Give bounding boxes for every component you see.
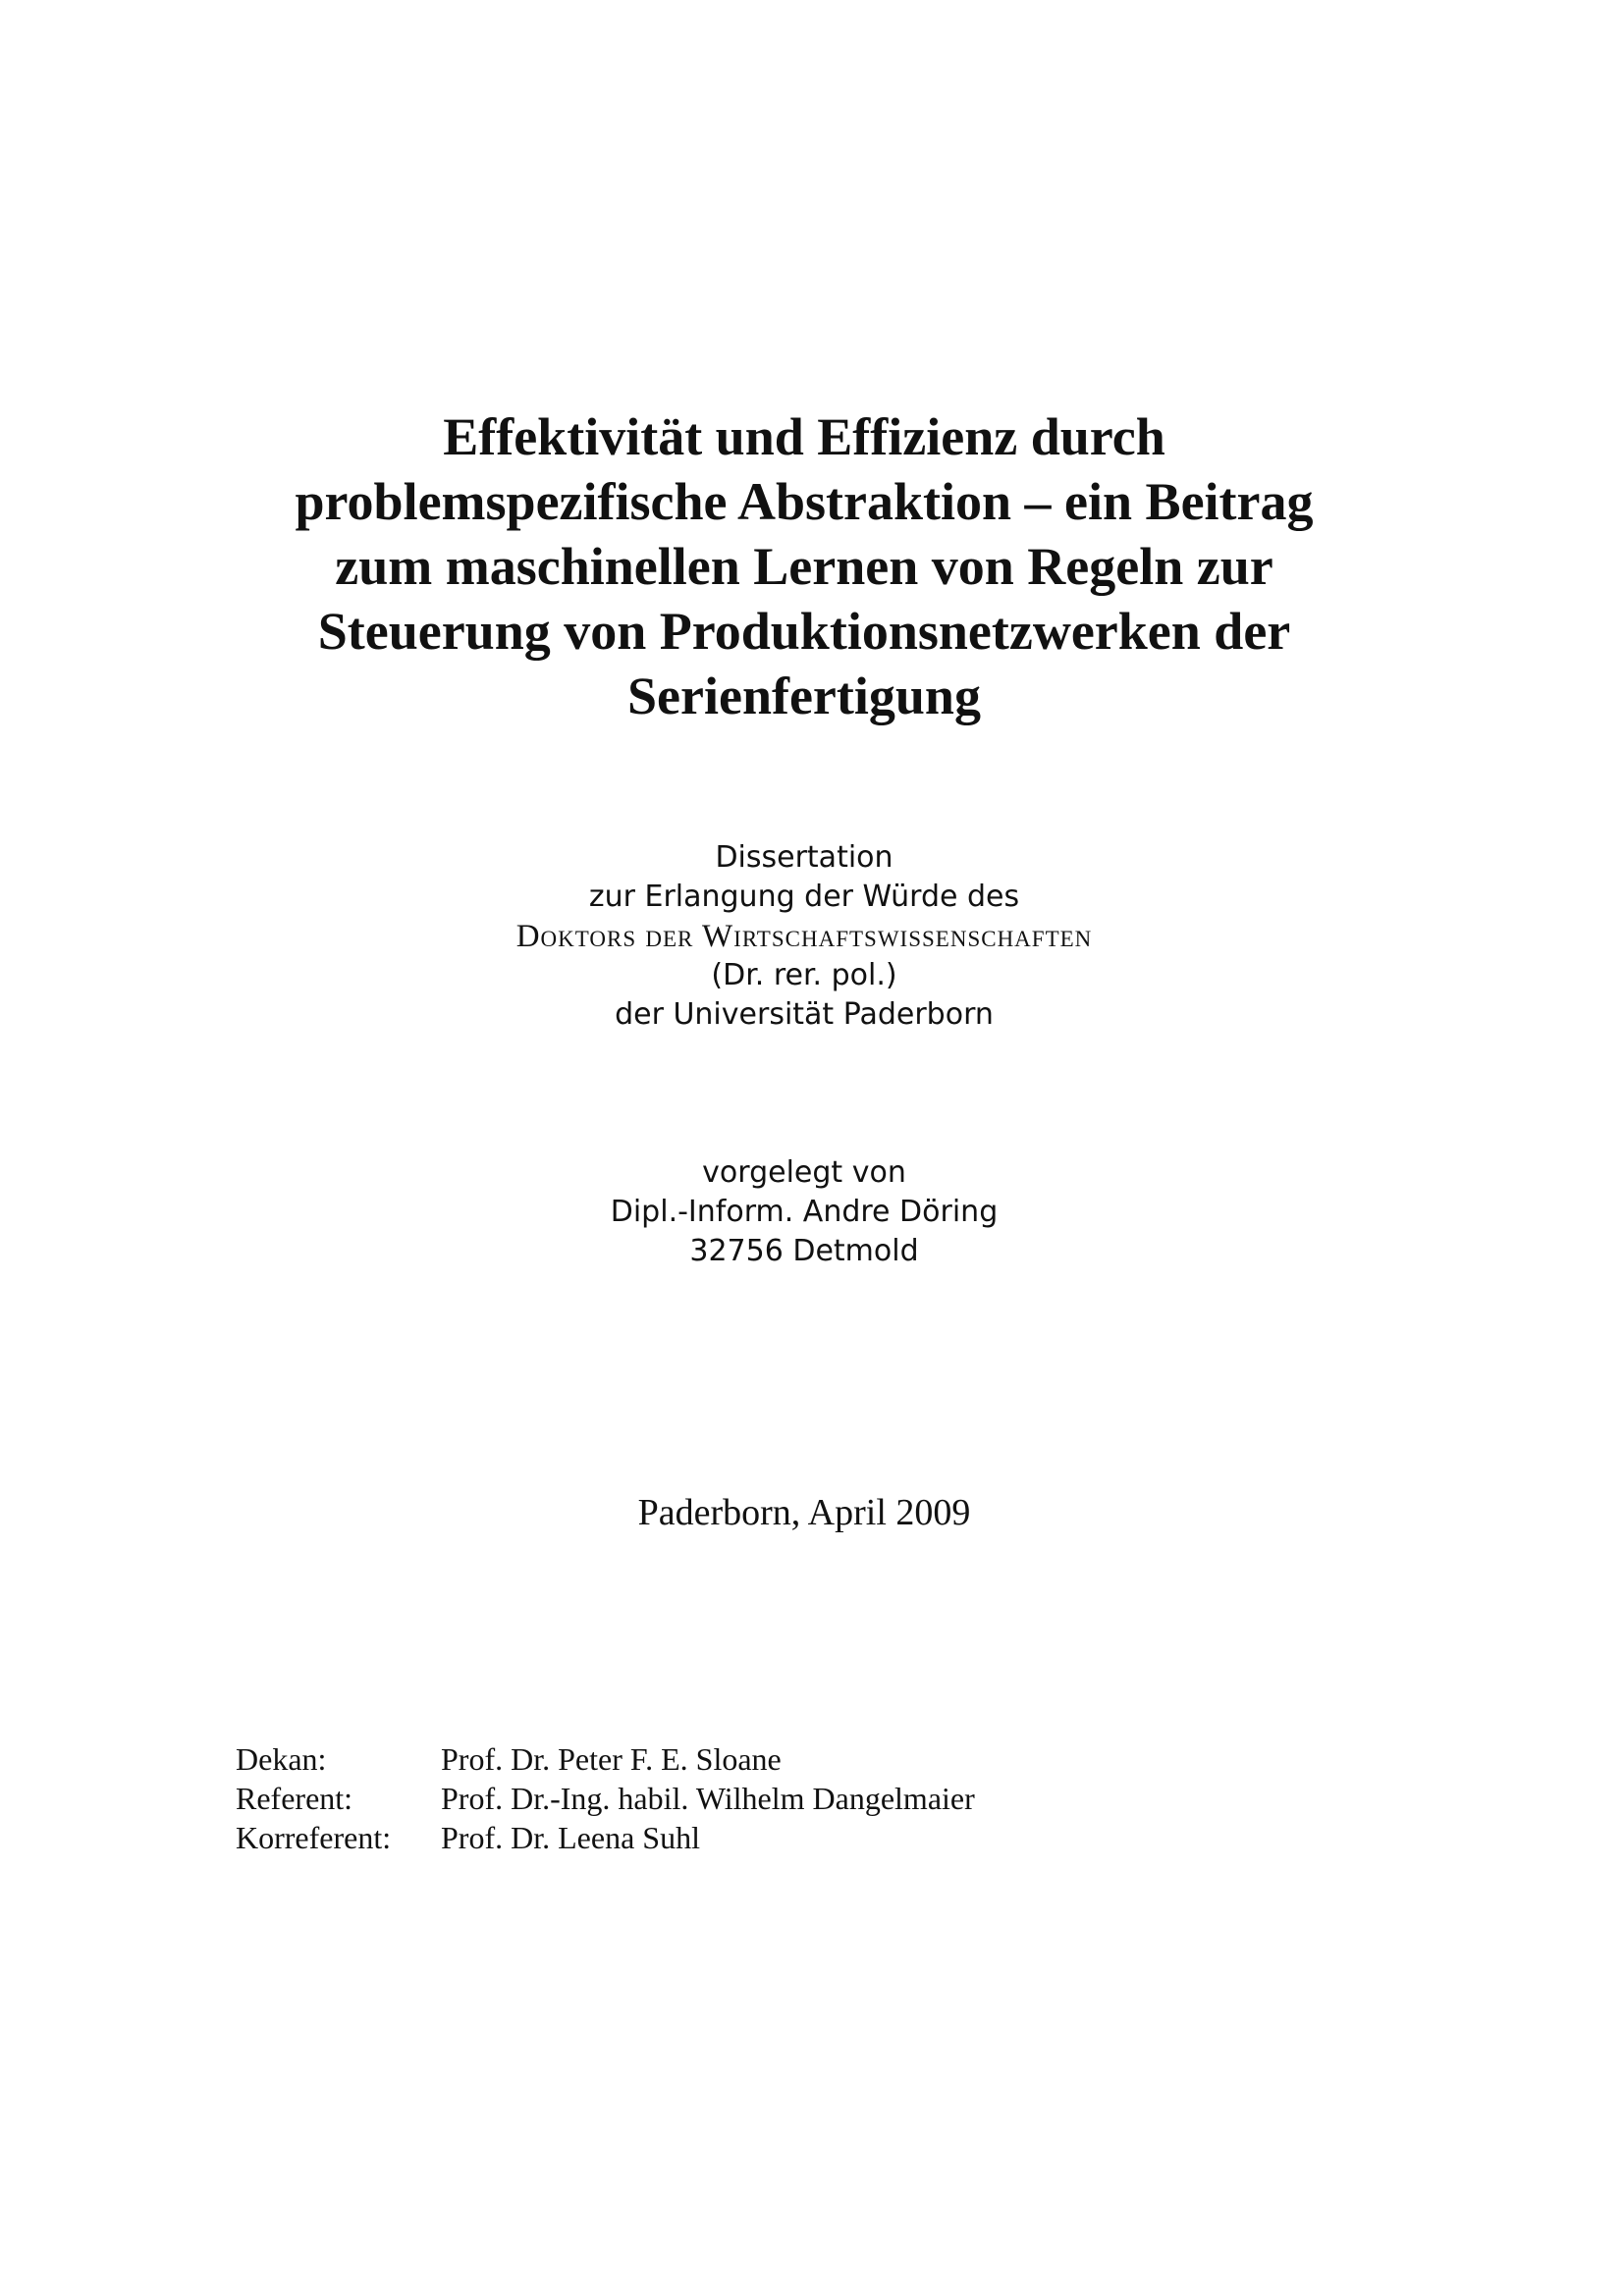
degree-purpose: zur Erlangung der Würde des <box>588 880 1020 914</box>
title-line: zum maschinellen Lernen von Regeln zur <box>335 537 1273 596</box>
submitted-by-label: vorgelegt von <box>702 1155 906 1190</box>
committee-row <box>236 1818 975 1857</box>
committee-row <box>236 1739 975 1779</box>
doctor-title: Doktors der Wirtschaftswissenschaften <box>515 919 1093 954</box>
committee-row <box>236 1779 975 1818</box>
committee-role: Referent: <box>236 1781 353 1816</box>
title-line: Steuerung von Produktionsnetzwerken der <box>317 602 1291 661</box>
title-line: Effektivität und Effizienz durch <box>443 407 1165 466</box>
document-type: Dissertation <box>715 840 893 875</box>
author-location: 32756 Detmold <box>689 1234 919 1268</box>
committee-member-name: Prof. Dr.-Ing. habil. Wilhelm Dangelmaier <box>441 1781 975 1816</box>
degree-statement <box>295 838 1314 1035</box>
place-and-date: Paderborn, April 2009 <box>637 1492 971 1533</box>
committee-member-name: Prof. Dr. Leena Suhl <box>441 1820 700 1855</box>
university-name: der Universität Paderborn <box>615 997 994 1032</box>
committee-member-name: Prof. Dr. Peter F. E. Sloane <box>441 1741 782 1777</box>
dissertation-title <box>196 404 1412 728</box>
committee-list <box>236 1739 975 1857</box>
committee-role: Korreferent: <box>236 1820 392 1855</box>
committee-role: Dekan: <box>236 1741 327 1777</box>
degree-abbreviation: (Dr. rer. pol.) <box>711 958 897 992</box>
title-line: Serienfertigung <box>627 667 981 725</box>
author-block <box>295 1153 1314 1271</box>
author-name: Dipl.-Inform. Andre Döring <box>610 1195 999 1229</box>
title-line: problemspezifische Abstraktion – ein Beitrag <box>295 472 1314 531</box>
